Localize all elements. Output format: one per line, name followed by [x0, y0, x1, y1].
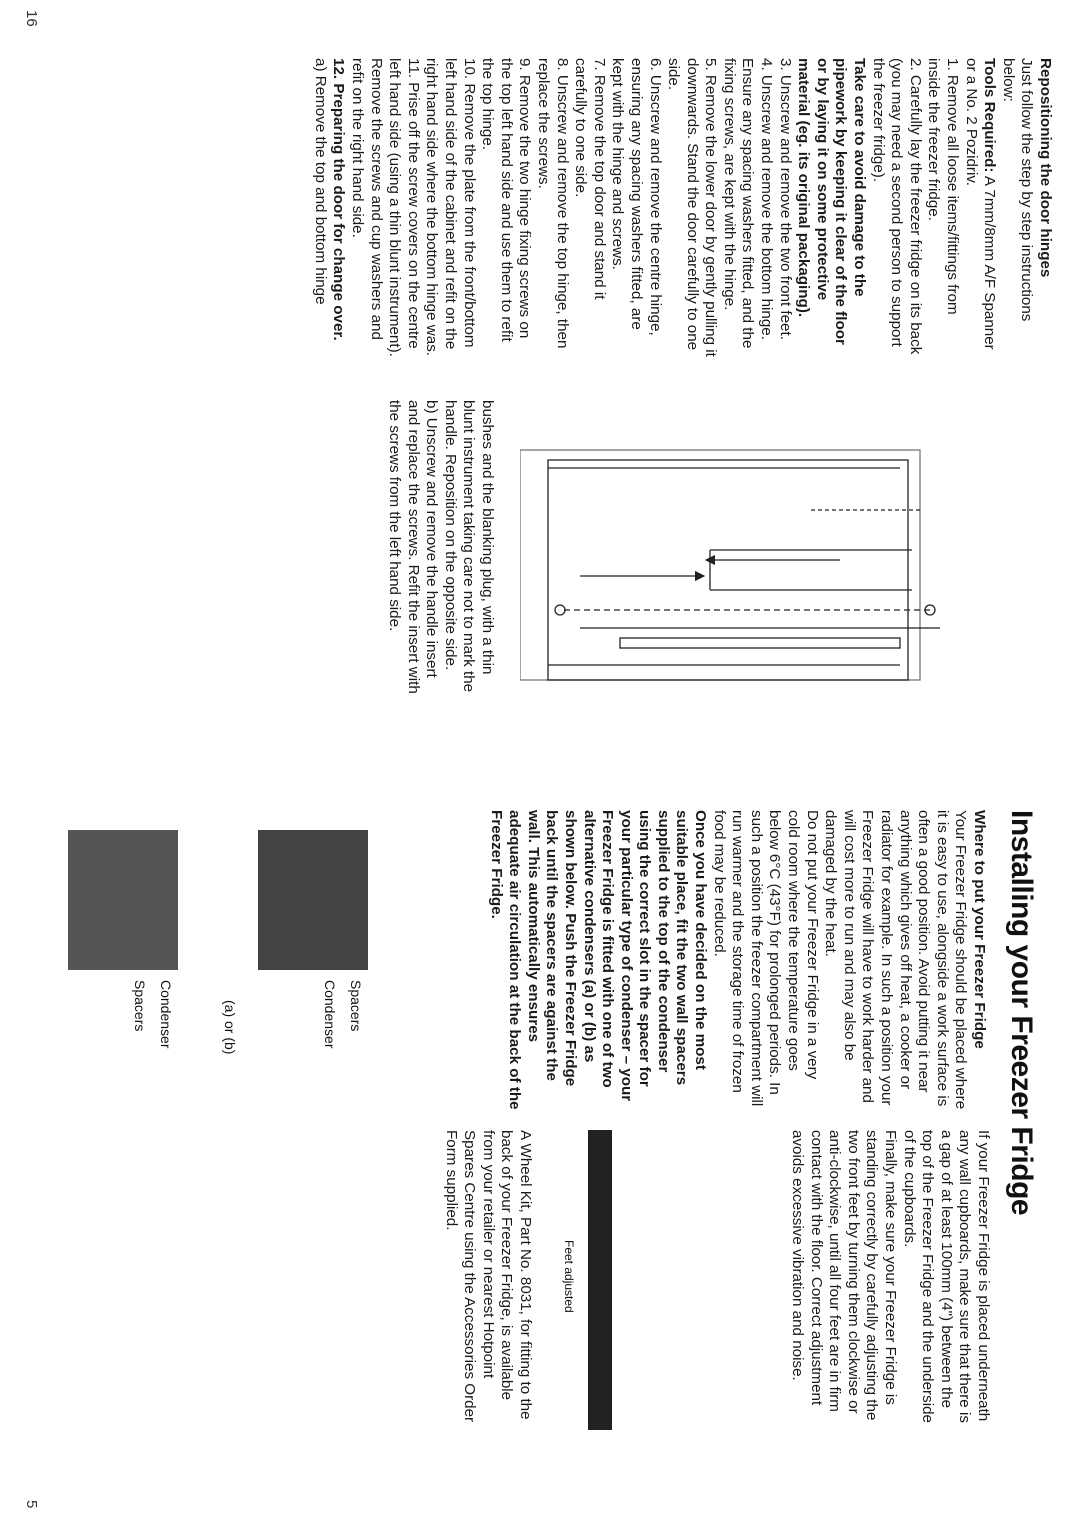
- cupboard-para: If your Freezer Fridge is placed underneath any wall cupboards, make sure that there is a gap of at least 100mm (4") between the top of the Freezer Fridge and the underside of the cupboards.: [900, 1130, 992, 1423]
- hinges-intro: Just follow the step by step instructions below:: [999, 58, 1036, 322]
- step-7: 7. Remove the top door and stand it carefully to one side.: [572, 58, 608, 300]
- step-11: 11. Prise off the screw covers on the centre left hand side (using a thin blunt instrument). Remove the screws and cup washers and refit on the right hand side.: [349, 58, 422, 357]
- tools-text: A 7mm/8mm A/F Spanner or a No. 2 Pozidriv.: [962, 58, 999, 350]
- placement-para-2: Do not put your Freezer Fridge in a very cold room where the temperature goes below 6°C (43°F) for prolonged periods. In such a position the freezer compartment will run warmer and the storage time of frozen food may be reduced.: [710, 810, 821, 1107]
- feet-figure: [552, 1130, 632, 1430]
- hinges-heading: Repositioning the door hinges: [1037, 58, 1054, 278]
- condenser-label-right: Condenser: [158, 980, 174, 1049]
- tools-line: [961, 58, 998, 358]
- spacers-label-right: Spacers: [132, 980, 148, 1032]
- placement-para-1: Your Freezer Fridge should be placed where it is easy to use, alongside a work surface is often a good position. Avoid putting it near anything which gives off heat, a cooker or radiator for example. In such a position your Freezer Fridge will have to work harder and will cost more to run and may also be damaged by the heat.: [822, 810, 970, 1110]
- page-title: Installing your Freezer Fridge: [1005, 810, 1038, 1216]
- tools-label: Tools Required:: [981, 58, 999, 173]
- step-4: 4. Unscrew and remove the bottom hinge. Ensure any spacing washers fitted, and the fixing screws, are kept with the hinge.: [720, 58, 776, 349]
- page-number-right: 5: [23, 1500, 40, 1509]
- condenser-label-left: Condenser: [322, 980, 338, 1049]
- condenser-b-photo: [68, 830, 178, 970]
- cabinet-base: [588, 1130, 612, 1430]
- right-column-1: [486, 810, 988, 1110]
- left-column-1: [310, 58, 1054, 358]
- spacers-label-left: Spacers: [348, 980, 364, 1032]
- door-hinge-diagram: [520, 410, 960, 700]
- step-12b: b) Unscrew and remove the handle insert and replace the screws. Refit the insert with the screws from the left hand side.: [386, 400, 441, 694]
- placement-para-3: Once you have decided on the most suitable place, fit the two wall spacers supplied to the top of the condenser using the correct slot in the spacer for your particular type of condenser – your Freezer Fridge is fitted with one of two alternative condensers (a) or (b) as shown below. Push the Freezer Fridge back until the spacers are against the wall. This automatically ensures adequate air circulation at the back of the Freezer Fridge.: [487, 810, 710, 1110]
- step-2: 2. Carefully lay the freezer fridge on its back (you may need a second person to support the freezer fridge).: [869, 58, 924, 355]
- page-number-left: 16: [23, 10, 40, 27]
- condenser-a-photo: [258, 830, 368, 970]
- step-12a-cont: bushes and the blanking plug, with a thin blunt instrument taking care not to mark the handle. Reposition on the opposite side.: [441, 400, 496, 693]
- condenser-figure: [68, 810, 368, 1110]
- left-column-2: [384, 400, 496, 700]
- feet-para: Finally, make sure your Freezer Fridge is standing correctly by carefully adjusting the two front feet by turning them clockwise or anti-clockwise, until all four feet are in firm contact with the floor. Correct adjustment avoids excessive vibration and noise.: [789, 1130, 900, 1421]
- step-12-heading: 12. Preparing the door for change over.: [330, 58, 348, 341]
- right-column-2: [787, 1130, 992, 1430]
- step-1: 1. Remove all loose items/fittings from inside the freezer fridge.: [925, 58, 962, 315]
- step-6: 6. Unscrew and remove the centre hinge, ensuring any spacing washers fitted, are kept with the hinge and screws.: [609, 58, 664, 336]
- step-9: 9. Remove the two hinge fixing screws on the top left hand side and use them to refit the top hinge.: [479, 58, 534, 342]
- step-10: 10. Remove the plate from the front/bottom left hand side of the cabinet and refit on the right hand side where the bottom hinge was.: [423, 58, 478, 357]
- step-3: 3. Unscrew and remove the two front feet.: [776, 58, 794, 340]
- step-8: 8. Unscrew and remove the top hinge, then replace the screws.: [534, 58, 571, 349]
- variant-label: (a) or (b): [222, 1000, 238, 1055]
- step-12a: a) Remove the top and bottom hinge: [311, 58, 329, 305]
- warning-text: Take care to avoid damage to the pipework by keeping it clear of the floor or by laying it on some protective material (eg. its original packaging).: [795, 58, 869, 345]
- wheel-kit-para: A Wheel Kit, Part No. 8031, for fitting to the back of your Freezer Fridge, is available from your retailer or nearest Hotpoint Spares Centre using the Accessories Order Form supplied.: [442, 1130, 534, 1423]
- feet-adjusted-label: Feet adjusted: [562, 1240, 576, 1313]
- placement-heading: Where to put your Freezer Fridge: [971, 810, 988, 1049]
- step-5: 5. Remove the lower door by gently pulling it downwards. Stand the door carefully to one side.: [665, 58, 720, 357]
- right-column-3: [441, 1130, 534, 1430]
